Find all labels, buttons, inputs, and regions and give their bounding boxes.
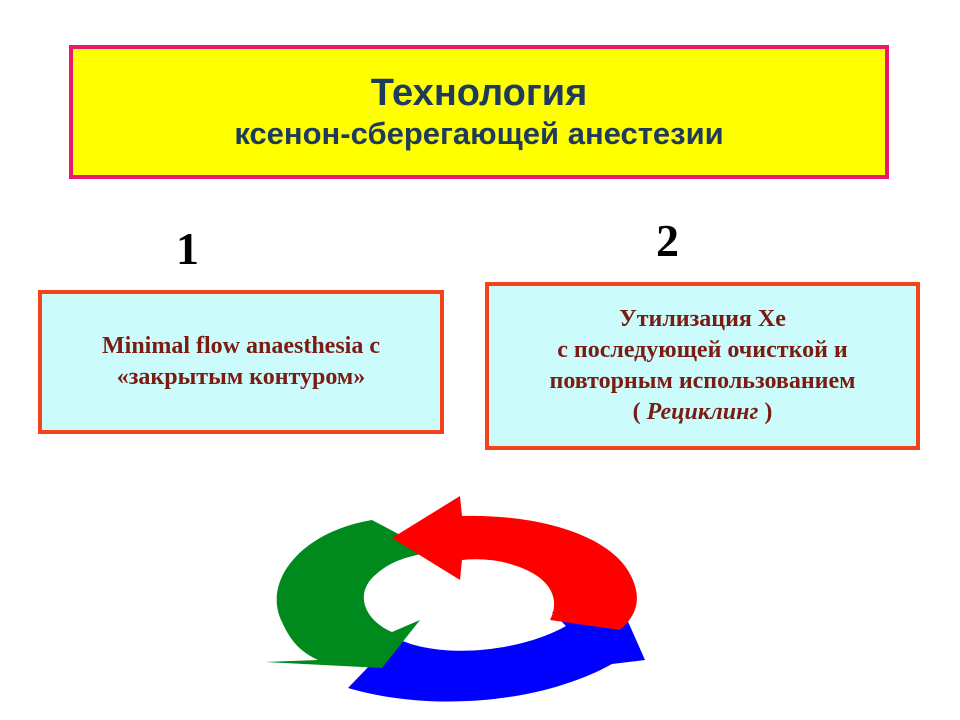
step-2-line-3: повторным использованием xyxy=(549,368,856,394)
step-1-line-1: Minimal flow anaesthesia с xyxy=(102,333,380,359)
title-line-1: Технология xyxy=(370,72,588,114)
red-arrow-icon xyxy=(392,496,637,630)
recycling-term: Рециклинг xyxy=(646,399,759,425)
title-line-2: ксенон-сберегающей анестезии xyxy=(234,116,724,151)
step-2-line-1: Утилизация Хе xyxy=(619,306,786,332)
step-number-1: 1 xyxy=(176,223,199,274)
step-number-2: 2 xyxy=(656,215,679,266)
step-2-line-2: с последующей очисткой и xyxy=(557,337,848,363)
paren-close: ) xyxy=(758,399,773,425)
step-1-line-2: «закрытым контуром» xyxy=(116,364,366,390)
paren-open: ( xyxy=(632,399,647,425)
